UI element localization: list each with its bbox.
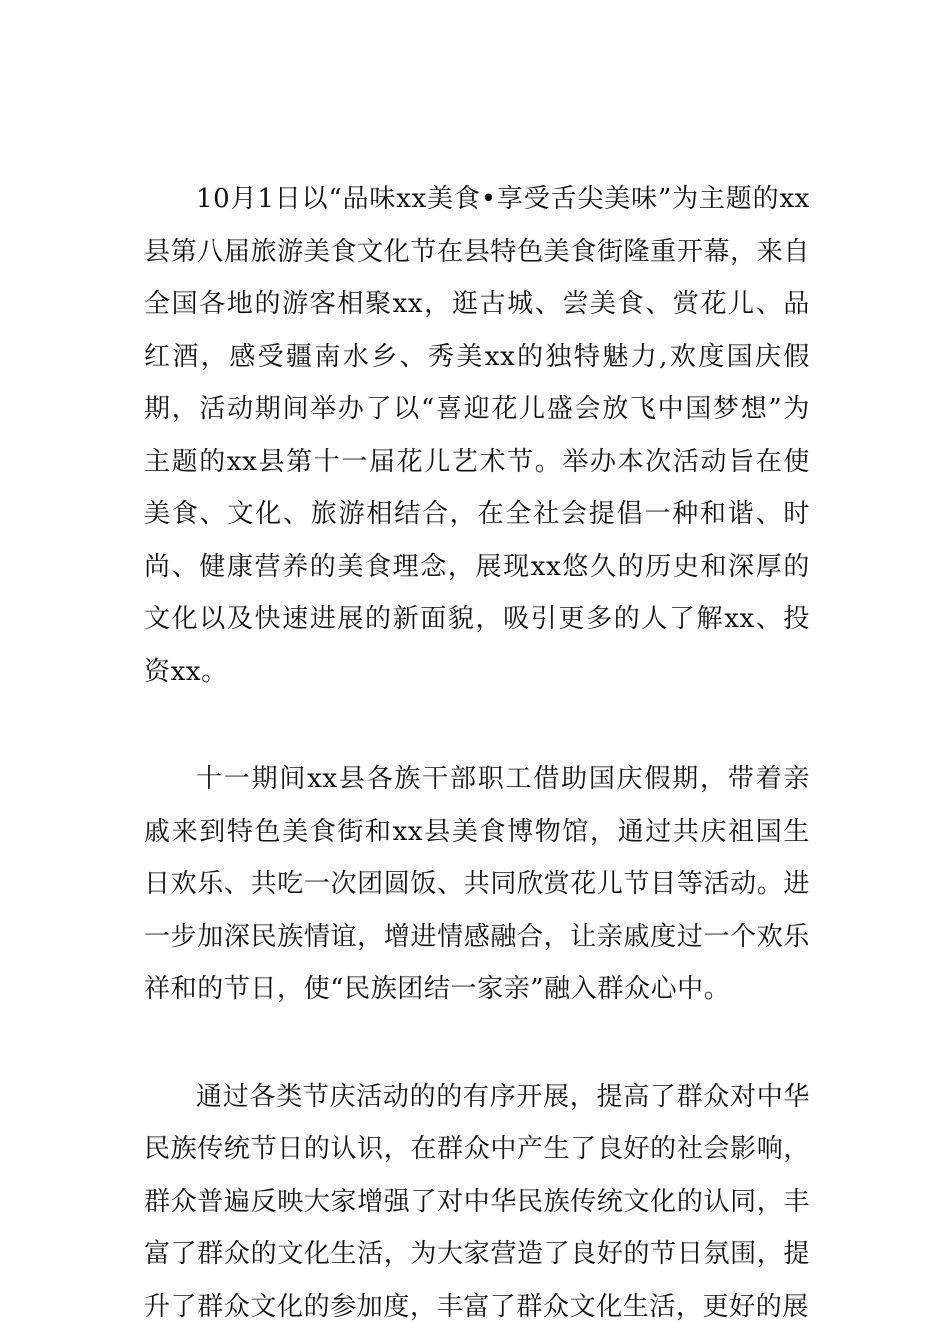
document-body (144, 173, 810, 1333)
paragraph-festival-opening: 10月1日以“品味xx美食•享受舌尖美味”为主题的xx县第八届旅游美食文化节在县特色美食街隆重开幕，来自全国各地的游客相聚xx，逛古城、尝美食、赏花儿、品红酒，感受疆南水乡、秀美xx的独特魅力,欢度国庆假期，活动期间举办了以“喜迎花儿盛会放飞中国梦想”为主题的xx县第十一届花儿艺术节。举办本次活动旨在使美食、文化、旅游相结合，在全社会提倡一种和谐、时尚、健康营养的美食理念，展现xx悠久的历史和深厚的文化以及快速进展的新面貌，吸引更多的人了解xx、投资xx。 (144, 184, 810, 687)
paragraph-national-day-activities: 十一期间xx县各族干部职工借助国庆假期，带着亲戚来到特色美食街和xx县美食博物馆，通过共庆祖国生日欢乐、共吃一次团圆饭、共同欣赏花儿节目等活动。进一步加深民族情谊，增进情感融合，让亲戚度过一个欢乐祥和的节日，使“民族团结一家亲”融入群众心中。 (144, 764, 810, 1004)
paragraph-activity-outcomes: 通过各类节庆活动的的有序开展，提高了群众对中华民族传统节日的认识，在群众中产生了良好的社会影响，群众普遍反映大家增强了对中华民族传统文化的认同，丰富了群众的文化生活，为大家营造了良好的节日氛围，提升了群众文化的参加度，丰富了群众文化生活，更好的展 (144, 1081, 810, 1322)
